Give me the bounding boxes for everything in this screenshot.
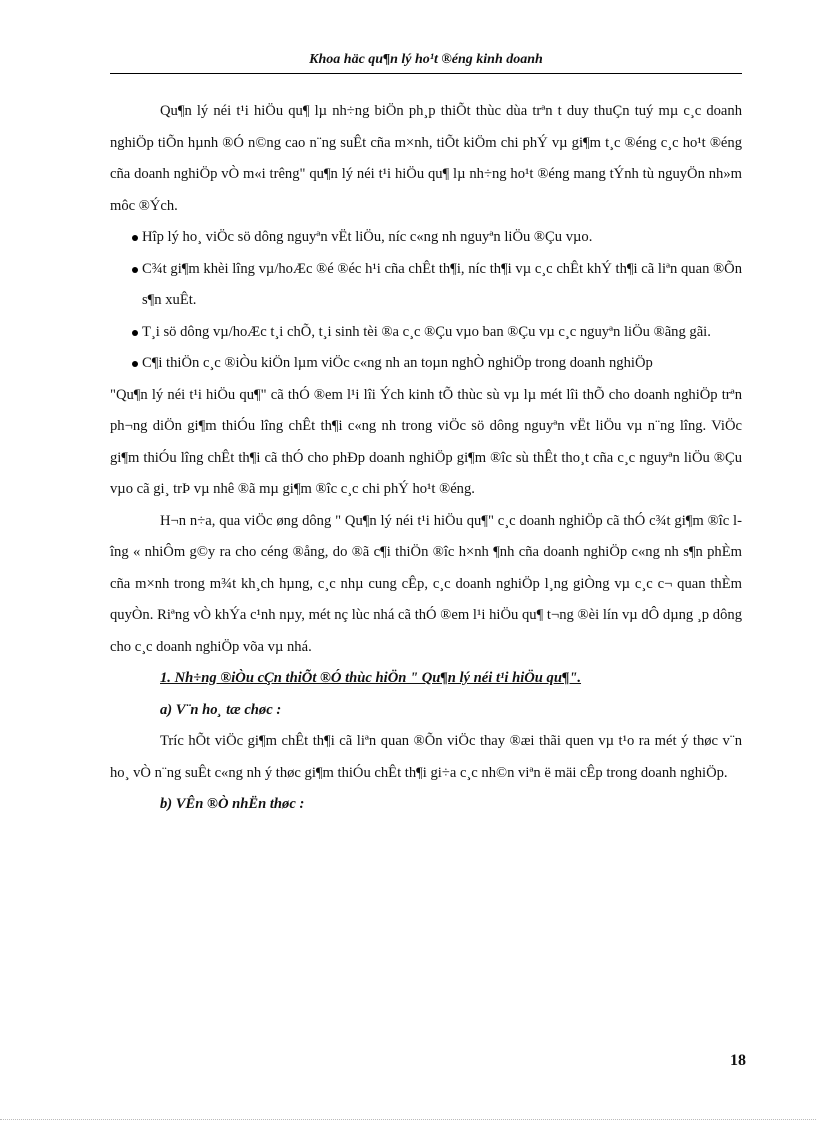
paragraph-culture: Tríc hÕt viÖc gi¶m chÊt th¶i cã liªn quan ®Õn viÖc thay ®æi thãi quen vµ t¹o ra mét ý thøc v¨n ho¸ vÒ n¨ng suÊt c«ng nh ý thøc gi¶m thiÓu chÊt th¶i gi÷a c¸c nh©n viªn ë mäi cÊp trong doanh nghiÖp. <box>110 733 742 781</box>
page-number: 18 <box>730 1052 746 1069</box>
list-item <box>110 348 742 380</box>
paragraph-benefits: "Qu¶n lý néi t¹i hiÖu qu¶" cã thÓ ®em l¹i lîi Ých kinh tÕ thùc sù vµ lµ mét lîi thÕ cho doanh nghiÖp trªn ph¬ng diÖn gi¶m thiÓu lîng chÊt th¶i c«ng nh trong viÖc sö dông nguyªn vËt liÖu vµ n¨ng lîng. ViÖc gi¶m thiÓu lîng chÊt th¶i cã thÓ cho phÐp doanh nghiÖp gi¶m ®îc sù thÊt tho¸t cña c¸c nguyªn liÖu ®Çu vµo cã gi¸ trÞ vµ nhê ®ã mµ gi¶m ®îc c¸c chi phÝ ho¹t ®éng. <box>110 386 742 497</box>
objectives-list <box>110 222 742 380</box>
bullet-icon <box>132 267 138 273</box>
subsection-heading-a: a) V¨n ho¸ tæ chøc : <box>160 701 282 718</box>
list-item-text: C¶i thiÖn c¸c ®iÒu kiÖn lµm viÖc c«ng nh an toµn nghÒ nghiÖp trong doanh nghiÖp <box>142 355 653 371</box>
list-item-text: C¾t gi¶m khèi lîng vµ/hoÆc ®é ®éc h¹i cña chÊt th¶i, níc th¶i vµ c¸c chÊt khÝ th¶i cã liªn quan ®Õn s¶n xuÊt. <box>142 260 742 308</box>
bullet-icon <box>132 330 138 336</box>
page-edge-rule <box>0 1119 816 1120</box>
header-rule <box>110 73 742 74</box>
subsection-heading-b: b) VÊn ®Ò nhËn thøc : <box>160 796 305 812</box>
bullet-icon <box>132 361 138 367</box>
list-item-text: T¸i sö dông vµ/hoÆc t¸i chÕ, t¸i sinh tèi ®a c¸c ®Çu vµo ban ®Çu vµ c¸c nguyªn liÖu ®ãng gãi. <box>142 323 711 340</box>
list-item-text: Hîp lý ho¸ viÖc sö dông nguyªn vËt liÖu, níc c«ng nh nguyªn liÖu ®Çu vµo. <box>142 229 593 245</box>
paragraph-intro: Qu¶n lý néi t¹i hiÖu qu¶ lµ nh÷ng biÖn ph¸p thiÕt thùc dùa trªn t duy thuÇn tuý mµ c¸c doanh nghiÖp tiÕn hµnh ®Ó n©ng cao n¨ng suÊt cña m×nh, tiÕt kiÖm chi phÝ vµ gi¶m t¸c ®éng c¸c ho¹t ®éng cña doanh nghiÖp vÒ m«i trêng" qu¶n lý néi t¹i hiÖu qu¶ lµ nh÷ng ho¹t ®éng mang tÝnh tù nguyÖn nh»m môc ®Ých. <box>110 103 742 214</box>
running-header: Khoa häc qu¶n lý ho¹t ®éng kinh doanh <box>309 52 543 67</box>
list-item <box>110 222 742 254</box>
paragraph-community: H¬n n÷a, qua viÖc øng dông " Qu¶n lý néi t¹i hiÖu qu¶" c¸c doanh nghiÖp cã thÓ c¾t gi¶m ®îc lîng « nhiÔm g©y ra cho céng ®ång, do ®ã c¶i thiÖn ®îc h×nh ¶nh cña doanh nghiÖp c«ng nh s¶n phÈm cña m×nh trong m¾t kh¸ch hµng, c¸c nhµ cung cÊp, c¸c doanh nghiÖp l¸ng giÒng vµ c¸c c¬ quan thÈm quyÒn. Riªng vÒ khÝa c¹nh nµy, mét nç lùc nhá cã thÓ ®em l¹i hiÖu qu¶ t¬ng ®èi lín vµ dÔ dµng ¸p dông cho c¸c doanh nghiÖp võa vµ nhá. <box>110 512 742 655</box>
bullet-icon <box>132 235 138 241</box>
page-body <box>110 96 742 821</box>
section-heading-1-text: 1. Nh÷ng ®iÒu cÇn thiÕt ®Ó thùc hiÖn " Qu¶n lý néi t¹i hiÖu qu¶". <box>160 670 582 686</box>
list-item <box>110 317 742 349</box>
section-heading-1 <box>110 663 742 695</box>
list-item <box>110 254 742 317</box>
